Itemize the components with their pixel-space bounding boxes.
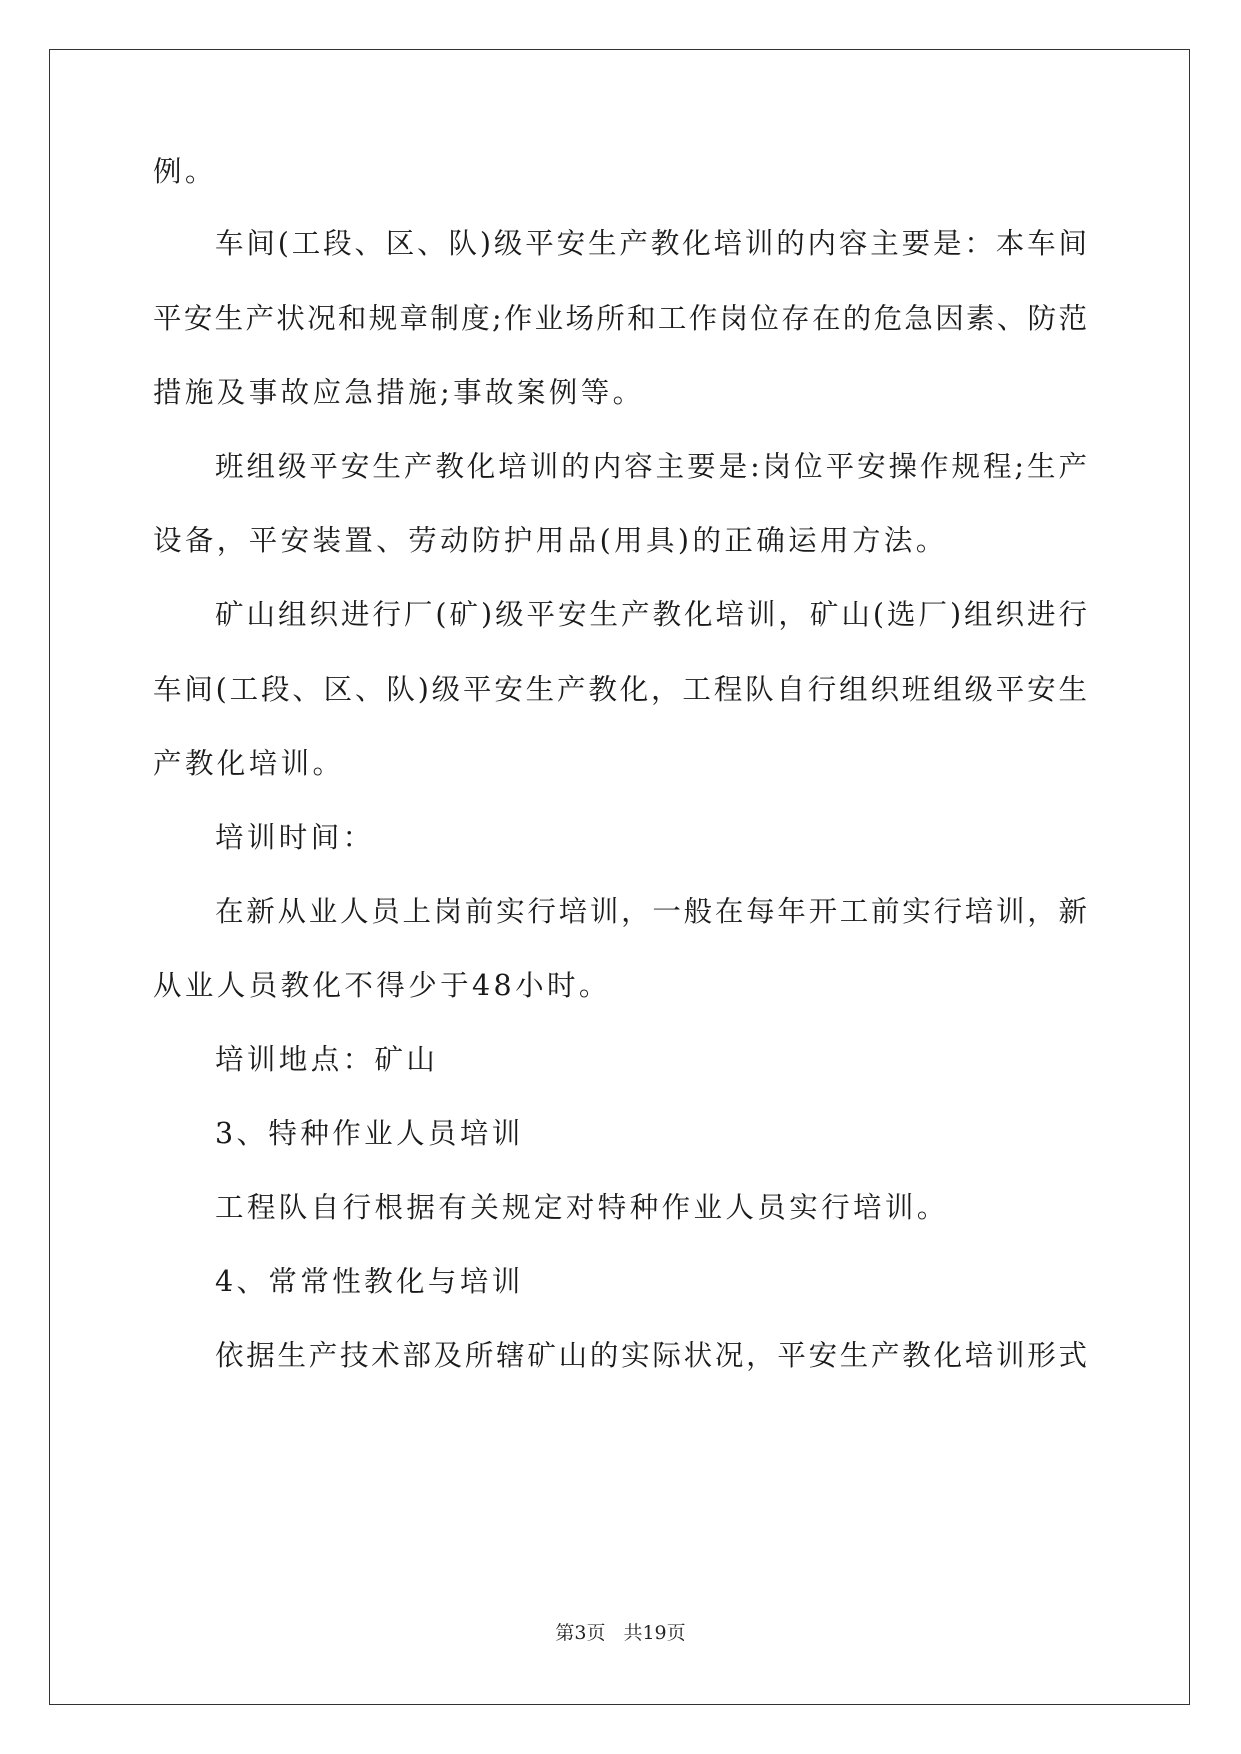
text-line: 车间(工段、区、队)级平安生产教化培训的内容主要是：本车间 xyxy=(215,227,1087,260)
text-line: 矿山组织进行厂(矿)级平安生产教化培训，矿山(选厂)组织进行 xyxy=(215,598,1087,631)
text-line: 从业人员教化不得少于48小时。 xyxy=(153,969,611,1002)
text-line: 在新从业人员上岗前实行培训，一般在每年开工前实行培训，新 xyxy=(215,895,1087,928)
text-line: 设备，平安装置、劳动防护用品(用具)的正确运用方法。 xyxy=(153,524,948,557)
text-line: 培训地点：矿山 xyxy=(215,1043,439,1076)
page-border xyxy=(49,49,1190,1705)
text-line: 班组级平安生产教化培训的内容主要是:岗位平安操作规程;生产 xyxy=(215,450,1087,483)
page-footer xyxy=(0,1621,1241,1645)
text-line: 4、常常性教化与培训 xyxy=(215,1265,524,1298)
text-line: 培训时间： xyxy=(215,821,375,854)
text-line: 措施及事故应急措施;事故案例等。 xyxy=(153,376,645,409)
text-line: 工程队自行根据有关规定对特种作业人员实行培训。 xyxy=(215,1191,949,1224)
page-total: 共19页 xyxy=(623,1622,686,1644)
text-line: 产教化培训。 xyxy=(153,747,345,780)
text-line: 3、特种作业人员培训 xyxy=(215,1117,524,1150)
text-line: 例。 xyxy=(153,155,217,188)
page-number: 第3页 xyxy=(555,1622,606,1644)
text-line: 平安生产状况和规章制度;作业场所和工作岗位存在的危急因素、防范 xyxy=(153,302,1087,335)
text-line: 车间(工段、区、队)级平安生产教化，工程队自行组织班组级平安生 xyxy=(153,673,1087,706)
text-line: 依据生产技术部及所辖矿山的实际状况，平安生产教化培训形式 xyxy=(215,1339,1087,1372)
